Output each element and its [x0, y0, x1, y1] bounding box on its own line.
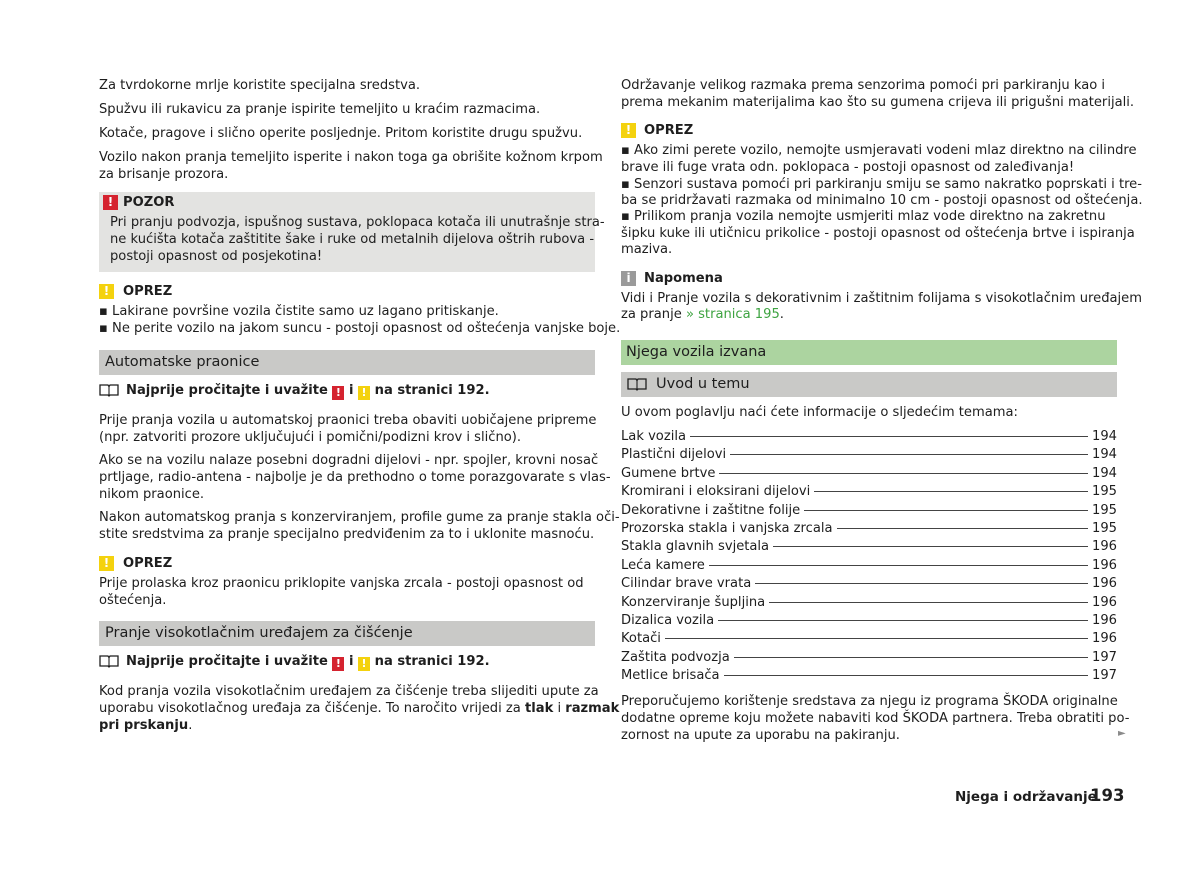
reference-page: na stranici 192.	[374, 654, 490, 669]
oprez-title: OPREZ	[123, 556, 173, 571]
bold-term: razmak	[565, 701, 620, 716]
caution-icon: !	[99, 284, 114, 299]
text-run: za pranje	[621, 307, 686, 322]
toc-label: Plastični dijelovi	[621, 447, 727, 463]
toc-leader	[665, 638, 1088, 639]
toc-page: 195	[1092, 521, 1117, 536]
intro-title: Uvod u temu	[656, 376, 750, 392]
toc-leader	[755, 583, 1088, 584]
read-first-reference	[99, 653, 595, 671]
reference-and: i	[349, 654, 354, 669]
toc-page: 196	[1092, 631, 1117, 647]
text-run: .	[188, 718, 193, 733]
bold-term: tlak	[524, 701, 554, 716]
open-book-icon	[99, 383, 119, 397]
oprez-text: brave ili fuge vrata odn. poklopaca - postoji opasnost od zaleđivanja!	[621, 160, 1075, 175]
warning-icon: !	[332, 386, 344, 400]
warning-icon: !	[332, 657, 344, 671]
toc-page: 194	[1092, 429, 1117, 444]
paragraph: Preporučujemo korištenje sredstava za njegu iz programa ŠKODA originalne	[621, 694, 1118, 709]
paragraph: Kod pranja vozila visokotlačnim uređajem za čišćenje treba slijediti upute za	[99, 684, 599, 699]
paragraph: prtljage, radio-antena - najbolje je da prethodno o tome porazgovarate s vlas-	[99, 470, 611, 485]
toc-page: 194	[1092, 465, 1117, 481]
paragraph	[99, 717, 595, 734]
reference-page: na stranici 192.	[374, 383, 490, 398]
page-number: 193	[1090, 786, 1125, 805]
footer-chapter-label: Njega i održavanje	[955, 789, 1097, 805]
oprez-text: ▪ Ne perite vozilo na jakom suncu - postoji opasnost od oštećenja vanjske boje.	[99, 321, 621, 336]
info-icon: i	[621, 271, 636, 286]
toc-page: 195	[1092, 502, 1117, 518]
pozor-warning-box	[99, 192, 605, 272]
toc-row[interactable]	[621, 465, 1117, 483]
toc-label: Konzerviranje šupljina	[621, 594, 766, 610]
pozor-text: ne kućišta kotača zaštitite šake i ruke od metalnih dijelova oštrih rubova -	[110, 232, 595, 247]
caution-icon: !	[99, 556, 114, 571]
oprez-text: ▪ Prilikom pranja vozila nemojte usmjeriti mlaz vode direktno na zakretnu	[621, 209, 1106, 224]
toc-leader	[773, 546, 1088, 547]
paragraph: Kotače, pragove i slično operite posljednje. Pritom koristite drugu spužvu.	[99, 126, 583, 141]
bold-term: pri prskanju	[99, 718, 189, 733]
toc-leader	[724, 675, 1088, 676]
section-header-pranje-visokotlacnim	[99, 621, 595, 646]
paragraph: Ako se na vozilu nalaze posebni dogradni dijelovi - npr. spojler, krovni nosač	[99, 453, 599, 468]
toc-label: Lak vozila	[621, 429, 686, 444]
paragraph: Prije pranja vozila u automatskoj praonici treba obaviti uobičajene pripreme	[99, 413, 597, 428]
toc-leader	[837, 528, 1088, 529]
text-run: uporabu visokotlačnog uređaja za čišćenje. To naročito vrijedi za	[99, 701, 525, 716]
toc-row[interactable]	[621, 446, 1117, 464]
toc-leader	[690, 436, 1088, 437]
paragraph: stite sredstvima za pranje specijalno predviđenim za to i uklonite masnoću.	[99, 527, 595, 542]
toc-page: 197	[1092, 668, 1117, 684]
toc-row[interactable]	[621, 520, 1117, 538]
warning-icon: !	[103, 195, 118, 210]
caution-icon: !	[358, 657, 370, 671]
toc-label: Metlice brisača	[621, 668, 720, 684]
page-link[interactable]: » stranica 195	[685, 307, 780, 322]
intro-header	[621, 372, 1117, 397]
intro-text: U ovom poglavlju naći ćete informacije o sljedećim temama:	[621, 405, 1018, 420]
toc-leader	[730, 454, 1088, 455]
toc-page: 196	[1092, 539, 1117, 555]
caution-icon: !	[621, 123, 636, 138]
paragraph: nikom praonice.	[99, 487, 205, 502]
toc-row[interactable]	[621, 612, 1117, 630]
read-first-reference	[99, 382, 595, 400]
section-title: Pranje visokotlačnim uređajem za čišćenje	[105, 625, 413, 641]
toc-page: 194	[1092, 447, 1117, 463]
toc-label: Kotači	[621, 631, 661, 647]
toc-page: 196	[1092, 557, 1117, 573]
note-text: Vidi i Pranje vozila s dekorativnim i zaštitnim folijama s visokotlačnim uređajem	[621, 291, 1142, 306]
toc-page: 196	[1092, 594, 1117, 610]
oprez-text: ▪ Ako zimi perete vozilo, nemojte usmjeravati vodeni mlaz direktno na cilindre	[621, 143, 1137, 158]
oprez-text: ▪ Lakirane površine vozila čistite samo uz lagano pritiskanje.	[99, 304, 499, 319]
section-title: Automatske praonice	[105, 354, 260, 370]
note-text	[621, 306, 1117, 323]
chapter-title: Njega vozila izvana	[626, 344, 767, 360]
paragraph: Za tvrdokorne mrlje koristite specijalna sredstva.	[99, 78, 421, 93]
oprez-text: ba se pridržavati razmaka od minimalno 10 cm - postoji opasnost od oštećenja.	[621, 193, 1143, 208]
toc-leader	[719, 473, 1088, 474]
paragraph	[99, 700, 620, 717]
paragraph: Spužvu ili rukavicu za pranje ispirite temeljito u kraćim razmacima.	[99, 102, 541, 117]
toc-leader	[814, 491, 1088, 492]
text-run: .	[779, 307, 784, 322]
paragraph: Vozilo nakon pranja temeljito isperite i nakon toga ga obrišite kožnom krpom	[99, 150, 603, 165]
toc-leader	[804, 510, 1088, 511]
paragraph: zornost na upute za uporabu na pakiranju.	[621, 728, 900, 743]
toc-leader	[769, 602, 1088, 603]
reference-lead: Najprije pročitajte i uvažite	[126, 383, 328, 398]
toc-leader	[734, 657, 1088, 658]
chapter-header	[621, 340, 1117, 365]
napomena-title: Napomena	[644, 271, 723, 286]
toc-label: Dizalica vozila	[621, 613, 715, 628]
toc-label: Cilindar brave vrata	[621, 576, 752, 592]
toc-row[interactable]	[621, 575, 1117, 593]
toc-label: Kromirani i eloksirani dijelovi	[621, 484, 811, 500]
section-header-automatske-praonice	[99, 350, 595, 375]
paragraph: Održavanje velikog razmaka prema senzorima pomoći pri parkiranju kao i	[621, 78, 1106, 93]
text-run: i	[553, 701, 566, 716]
paragraph: dodatne opreme koju možete nabaviti kod ŠKODA partnera. Treba obratiti po-	[621, 711, 1130, 726]
oprez-text: maziva.	[621, 242, 673, 257]
pozor-text: Pri pranju podvozja, ispušnog sustava, poklopaca kotača ili unutrašnje stra-	[110, 215, 605, 230]
pozor-title: POZOR	[123, 195, 175, 210]
toc-row[interactable]	[621, 594, 1117, 612]
toc-page: 196	[1092, 576, 1117, 592]
toc-row[interactable]	[621, 428, 1117, 446]
toc-row[interactable]	[621, 667, 1117, 685]
reference-and: i	[349, 383, 354, 398]
oprez-text: ▪ Senzori sustava pomoći pri parkiranju smiju se samo nakratko poprskati i tre-	[621, 177, 1142, 192]
continue-arrow-icon: ►	[1118, 728, 1126, 739]
toc-row[interactable]	[621, 557, 1117, 575]
paragraph: (npr. zatvoriti prozore uključujući i pomični/podizni krov i slično).	[99, 430, 522, 445]
paragraph: za brisanje prozora.	[99, 167, 229, 182]
open-book-icon	[627, 377, 647, 391]
caution-icon: !	[358, 386, 370, 400]
toc-label: Leća kamere	[621, 557, 705, 573]
oprez-text: Prije prolaska kroz praonicu priklopite vanjska zrcala - postoji opasnost od	[99, 576, 584, 591]
toc-page: 197	[1092, 649, 1117, 665]
toc-row[interactable]	[621, 538, 1117, 556]
reference-text	[126, 653, 490, 671]
oprez-title: OPREZ	[644, 123, 694, 138]
toc-leader	[709, 565, 1088, 566]
toc-row[interactable]	[621, 649, 1117, 667]
toc-label: Prozorska stakla i vanjska zrcala	[621, 521, 833, 536]
toc-row[interactable]	[621, 483, 1117, 501]
toc-label: Stakla glavnih svjetala	[621, 539, 770, 555]
oprez-text: šipku kuke ili utičnicu prikolice - postoji opasnost od oštećenja brtve i ispiranja	[621, 226, 1135, 241]
toc-leader	[718, 620, 1088, 621]
toc-label: Dekorativne i zaštitne folije	[621, 502, 801, 518]
open-book-icon	[99, 654, 119, 668]
oprez-title: OPREZ	[123, 284, 173, 299]
toc-row[interactable]	[621, 502, 1117, 520]
toc-page: 196	[1092, 613, 1117, 628]
paragraph: prema mekanim materijalima kao što su gumena crijeva ili prigušni materijali.	[621, 95, 1135, 110]
toc-label: Gumene brtve	[621, 465, 716, 481]
reference-text	[126, 382, 490, 400]
toc-label: Zaštita podvozja	[621, 649, 730, 665]
reference-lead: Najprije pročitajte i uvažite	[126, 654, 328, 669]
toc-page: 195	[1092, 484, 1117, 500]
oprez-text: oštećenja.	[99, 593, 167, 608]
pozor-text: postoji opasnost od posjekotina!	[110, 249, 323, 264]
paragraph: Nakon automatskog pranja s konzerviranjem, profile gume za pranje stakla oči-	[99, 510, 620, 525]
toc-row[interactable]	[621, 630, 1117, 648]
